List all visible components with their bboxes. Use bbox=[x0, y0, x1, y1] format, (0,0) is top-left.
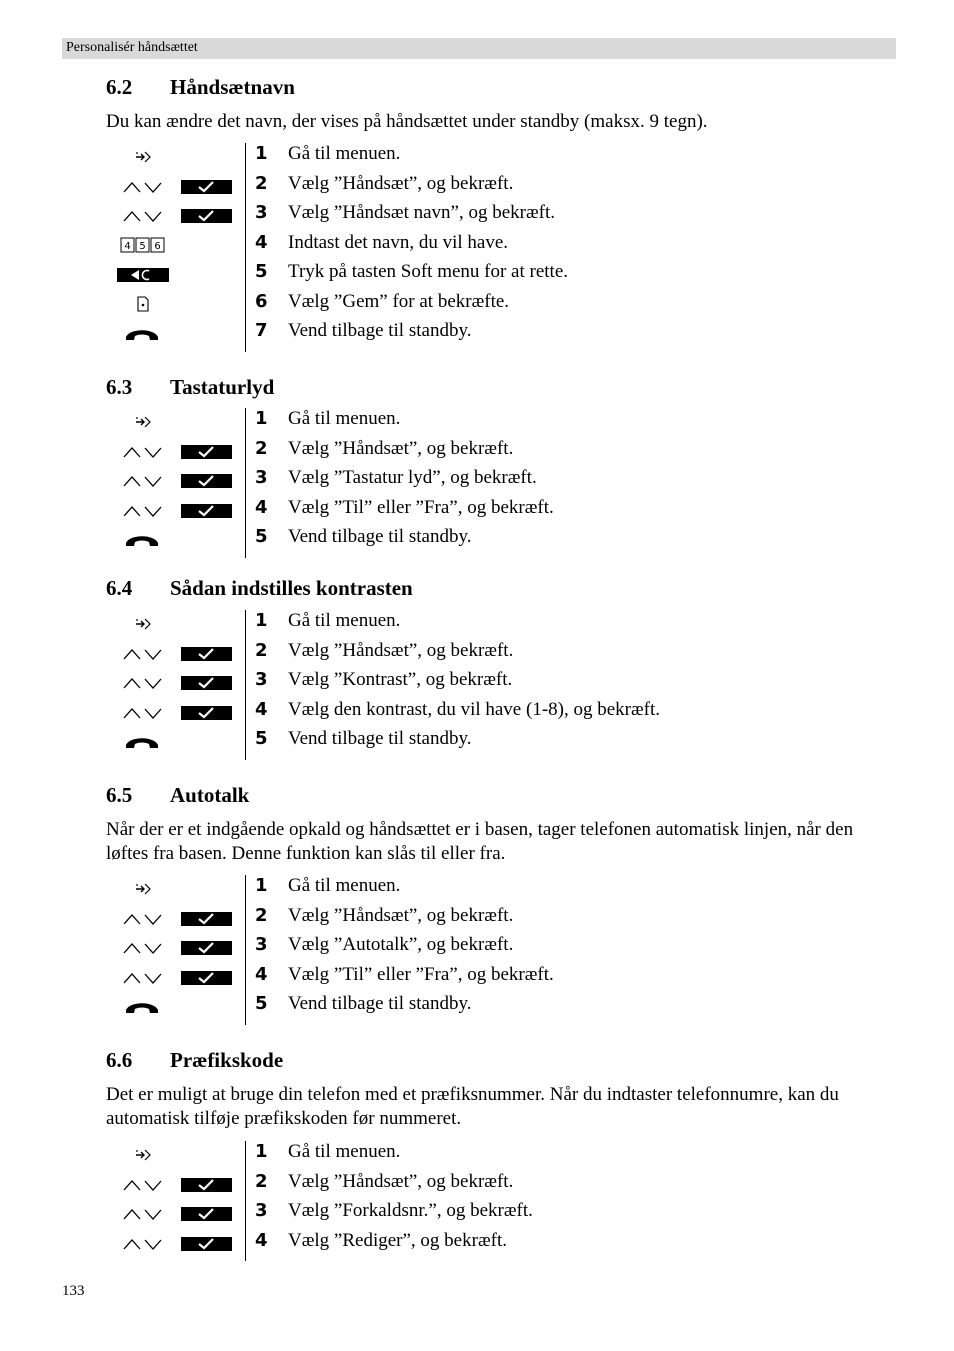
section-title bbox=[106, 75, 295, 100]
menu-icon bbox=[134, 616, 152, 632]
instruction-step bbox=[0, 1141, 954, 1170]
step-number: 2 bbox=[255, 1170, 268, 1192]
section-title bbox=[106, 576, 413, 601]
up-down-arrows-icon bbox=[122, 209, 164, 223]
end-call-icon bbox=[125, 736, 159, 750]
step-text: Vælg ”Håndsæt”, og bekræft. bbox=[288, 437, 514, 459]
instruction-step bbox=[0, 497, 954, 526]
step-number: 4 bbox=[255, 1229, 268, 1251]
step-number: 5 bbox=[255, 993, 268, 1014]
section-heading-text: Autotalk bbox=[170, 783, 250, 807]
step-number: 4 bbox=[255, 231, 268, 253]
up-down-arrows-icon bbox=[122, 474, 164, 488]
section-number: 6.6 bbox=[106, 1048, 133, 1072]
section-intro: Du kan ændre det navn, der vises på håndsættet under standby (maksx. 9 tegn). bbox=[106, 111, 708, 132]
step-number: 1 bbox=[255, 875, 268, 896]
menu-icon bbox=[134, 149, 152, 165]
instruction-step bbox=[0, 993, 954, 1022]
step-number: 1 bbox=[255, 408, 268, 429]
step-text: Vælg ”Håndsæt”, og bekræft. bbox=[288, 1170, 514, 1192]
section-number: 6.2 bbox=[106, 75, 133, 99]
up-down-arrows-icon bbox=[122, 1178, 164, 1192]
keypad-key-label: 6 bbox=[154, 240, 161, 252]
step-text: Vælg ”Tastatur lyd”, og bekræft. bbox=[288, 467, 537, 488]
step-text: Vælg ”Forkaldsnr.”, og bekræft. bbox=[288, 1200, 533, 1221]
instruction-step bbox=[0, 526, 954, 555]
header-title: Personalisér håndsættet bbox=[66, 40, 198, 55]
instruction-step bbox=[0, 669, 954, 698]
ok-check-icon bbox=[181, 912, 232, 926]
ok-check-icon bbox=[181, 1207, 232, 1221]
step-text: Vend tilbage til standby. bbox=[288, 993, 472, 1014]
up-down-arrows-icon bbox=[122, 1237, 164, 1251]
instruction-step bbox=[0, 610, 954, 639]
step-number: 4 bbox=[255, 698, 268, 720]
backspace-clear-icon bbox=[117, 268, 169, 282]
ok-check-icon bbox=[181, 1237, 232, 1251]
step-number: 7 bbox=[255, 320, 268, 341]
instruction-step bbox=[0, 728, 954, 757]
section-number: 6.3 bbox=[106, 375, 133, 399]
ok-check-icon bbox=[181, 676, 232, 690]
ok-check-icon bbox=[181, 647, 232, 661]
step-text: Vælg ”Kontrast”, og bekræft. bbox=[288, 669, 513, 690]
instruction-step bbox=[0, 261, 954, 290]
instruction-step bbox=[0, 1171, 954, 1200]
step-text: Vælg ”Håndsæt”, og bekræft. bbox=[288, 904, 514, 926]
step-number: 5 bbox=[255, 728, 268, 749]
step-text: Gå til menuen. bbox=[288, 143, 401, 164]
step-text: Gå til menuen. bbox=[288, 875, 401, 896]
up-down-arrows-icon bbox=[122, 971, 164, 985]
instruction-step bbox=[0, 964, 954, 993]
step-text: Vælg ”Autotalk”, og bekræft. bbox=[288, 934, 514, 955]
keypad-key-label: 5 bbox=[139, 240, 146, 252]
up-down-arrows-icon bbox=[122, 676, 164, 690]
step-text: Vend tilbage til standby. bbox=[288, 320, 472, 341]
instruction-step bbox=[0, 173, 954, 202]
step-text: Vælg ”Håndsæt navn”, og bekræft. bbox=[288, 202, 556, 223]
step-text: Indtast det navn, du vil have. bbox=[288, 231, 509, 253]
section-title bbox=[106, 375, 274, 400]
step-text: Vælg den kontrast, du vil have (1-8), og bekræft. bbox=[288, 698, 661, 720]
instruction-step bbox=[0, 438, 954, 467]
step-text: Vend tilbage til standby. bbox=[288, 526, 472, 547]
ok-check-icon bbox=[181, 474, 232, 488]
step-number: 3 bbox=[255, 669, 268, 690]
end-call-icon bbox=[125, 328, 159, 342]
step-number: 2 bbox=[255, 639, 268, 661]
up-down-arrows-icon bbox=[122, 941, 164, 955]
step-text: Tryk på tasten Soft menu for at rette. bbox=[288, 261, 569, 282]
step-number: 5 bbox=[255, 526, 268, 547]
step-number: 2 bbox=[255, 904, 268, 926]
ok-check-icon bbox=[181, 1178, 232, 1192]
up-down-arrows-icon bbox=[122, 647, 164, 661]
step-text: Gå til menuen. bbox=[288, 610, 401, 631]
keypad-icon bbox=[120, 237, 168, 253]
menu-icon bbox=[134, 881, 152, 897]
step-text: Vælg ”Håndsæt”, og bekræft. bbox=[288, 639, 514, 661]
instruction-step bbox=[0, 143, 954, 172]
step-text: Gå til menuen. bbox=[288, 408, 401, 429]
ok-check-icon bbox=[181, 706, 232, 720]
end-call-icon bbox=[125, 1001, 159, 1015]
section-heading-text: Håndsætnavn bbox=[170, 75, 295, 99]
ok-check-icon bbox=[181, 504, 232, 518]
step-number: 6 bbox=[255, 290, 268, 312]
page-number: 133 bbox=[62, 1283, 85, 1299]
step-text: Vælg ”Håndsæt”, og bekræft. bbox=[288, 172, 514, 194]
ok-check-icon bbox=[181, 941, 232, 955]
end-call-icon bbox=[125, 534, 159, 548]
step-number: 1 bbox=[255, 1141, 268, 1162]
ok-check-icon bbox=[181, 971, 232, 985]
section-intro: Det er muligt at bruge din telefon med et præfiksnummer. Når du indtaster telefonnumre, kan du automatisk tilføje præfikskoden før nummeret. bbox=[106, 1084, 839, 1129]
instruction-step bbox=[0, 699, 954, 728]
up-down-arrows-icon bbox=[122, 1207, 164, 1221]
section-intro: Når der er et indgående opkald og håndsættet er i basen, tager telefonen automatisk linjen, når den løftes fra basen. Denne funktion kan slås til eller fra. bbox=[106, 819, 854, 864]
section-heading-text: Sådan indstilles kontrasten bbox=[170, 576, 413, 600]
step-text: Vend tilbage til standby. bbox=[288, 728, 472, 749]
instruction-step bbox=[0, 202, 954, 231]
instruction-step bbox=[0, 1230, 954, 1259]
step-number: 5 bbox=[255, 261, 268, 282]
section-title bbox=[106, 783, 249, 808]
step-text: Vælg ”Til” eller ”Fra”, og bekræft. bbox=[288, 963, 554, 985]
step-number: 4 bbox=[255, 496, 268, 518]
step-text: Vælg ”Gem” for at bekræfte. bbox=[288, 290, 510, 312]
step-number: 3 bbox=[255, 934, 268, 955]
up-down-arrows-icon bbox=[122, 445, 164, 459]
section-heading-text: Tastaturlyd bbox=[170, 375, 275, 399]
instruction-step bbox=[0, 875, 954, 904]
step-number: 1 bbox=[255, 610, 268, 631]
step-number: 1 bbox=[255, 143, 268, 164]
ok-check-icon bbox=[181, 180, 232, 194]
ok-check-icon bbox=[181, 445, 232, 459]
instruction-step bbox=[0, 905, 954, 934]
section-heading-text: Præfikskode bbox=[170, 1048, 284, 1072]
menu-icon bbox=[134, 414, 152, 430]
instruction-step bbox=[0, 291, 954, 320]
instruction-step bbox=[0, 640, 954, 669]
ok-check-icon bbox=[181, 209, 232, 223]
save-softkey-icon bbox=[136, 296, 150, 312]
up-down-arrows-icon bbox=[122, 504, 164, 518]
page-header bbox=[62, 38, 896, 59]
step-number: 4 bbox=[255, 963, 268, 985]
up-down-arrows-icon bbox=[122, 912, 164, 926]
section-number: 6.4 bbox=[106, 576, 133, 600]
section-number: 6.5 bbox=[106, 783, 133, 807]
instruction-step bbox=[0, 1200, 954, 1229]
step-text: Vælg ”Rediger”, og bekræft. bbox=[288, 1229, 507, 1251]
instruction-step bbox=[0, 467, 954, 496]
menu-icon bbox=[134, 1147, 152, 1163]
keypad-key-label: 4 bbox=[124, 240, 131, 252]
instruction-step bbox=[0, 408, 954, 437]
instruction-step bbox=[0, 934, 954, 963]
step-number: 2 bbox=[255, 172, 268, 194]
up-down-arrows-icon bbox=[122, 180, 164, 194]
step-number: 3 bbox=[255, 467, 268, 488]
step-number: 3 bbox=[255, 1200, 268, 1221]
step-text: Vælg ”Til” eller ”Fra”, og bekræft. bbox=[288, 496, 554, 518]
step-number: 3 bbox=[255, 202, 268, 223]
instruction-step bbox=[0, 232, 954, 261]
section-title bbox=[106, 1048, 283, 1073]
step-text: Gå til menuen. bbox=[288, 1141, 401, 1162]
instruction-step bbox=[0, 320, 954, 349]
step-number: 2 bbox=[255, 437, 268, 459]
up-down-arrows-icon bbox=[122, 706, 164, 720]
